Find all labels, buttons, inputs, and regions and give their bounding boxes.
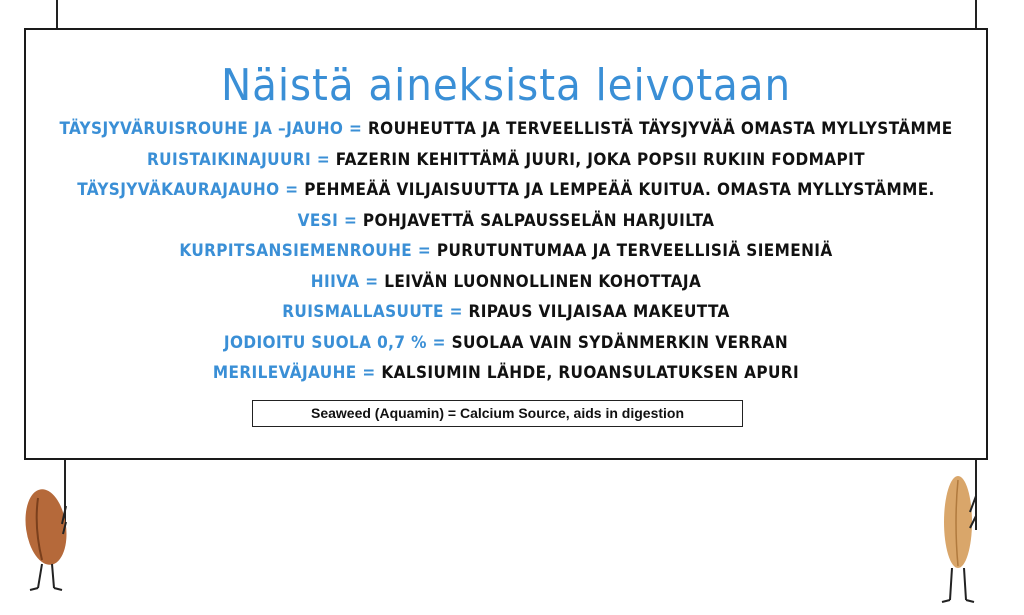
ingredient-row: [26, 267, 986, 298]
ingredient-name: RUISTAIKINAJUURI: [146, 149, 312, 170]
ingredient-description: ROUHEUTTA JA TERVEELLISTÄ TÄYSJYVÄÄ OMASTA MYLLYSTÄMME: [368, 119, 953, 139]
ingredient-board: [24, 28, 988, 460]
equals-sign: =: [365, 271, 379, 292]
pole-top-left: [56, 0, 58, 28]
ingredient-row: [26, 206, 986, 237]
ingredient-list: [26, 114, 986, 389]
ingredient-description: POHJAVETTÄ SALPAUSSELÄN HARJUILTA: [362, 210, 715, 231]
ingredient-description: PURUTUNTUMAA JA TERVEELLISIÄ SIEMENIÄ: [436, 241, 833, 261]
ingredient-name: MERILEVÄJAUHE: [212, 363, 357, 383]
board-title: Näistä aineksista leivotaan: [220, 60, 792, 111]
ingredient-name: JODIOITU SUOLA 0,7 %: [223, 332, 427, 353]
equals-sign: =: [417, 241, 432, 261]
ingredient-row: [26, 358, 986, 389]
ingredient-row: [26, 297, 986, 328]
equals-sign: =: [316, 149, 331, 170]
ingredient-description: FAZERIN KEHITTÄMÄ JUURI, JOKA POPSII RUKIIN FODMAPIT: [335, 149, 866, 170]
ingredient-description: KALSIUMIN LÄHDE, RUOANSULATUKSEN APURI: [381, 363, 800, 383]
ingredient-row: [26, 114, 986, 145]
ingredient-row: [26, 328, 986, 359]
ingredient-name: KURPITSANSIEMENROUHE: [179, 241, 413, 261]
grain-character-icon: [8, 484, 88, 596]
ingredient-description: RIPAUS VILJAISAA MAKEUTTA: [468, 302, 730, 322]
pole-top-right: [975, 0, 977, 28]
equals-sign: =: [449, 302, 463, 322]
grain-character-icon: [928, 472, 1008, 606]
equals-sign: =: [343, 210, 358, 231]
ingredient-description: LEIVÄN LUONNOLLINEN KOHOTTAJA: [384, 271, 702, 292]
ingredient-name: VESI: [297, 210, 339, 231]
ingredient-name: TÄYSJYVÄKAURAJAUHO: [77, 180, 280, 200]
equals-sign: =: [285, 180, 299, 200]
ingredient-row: [26, 145, 986, 176]
ingredient-name: RUISMALLASUUTE: [282, 302, 444, 322]
equals-sign: =: [362, 363, 376, 383]
ingredient-description: SUOLAA VAIN SYDÄNMERKIN VERRAN: [451, 332, 789, 353]
ingredient-name: HIIVA: [310, 271, 360, 292]
translation-box: Seaweed (Aquamin) = Calcium Source, aids in digestion: [252, 400, 743, 427]
ingredient-row: [26, 236, 986, 267]
ingredient-name: TÄYSJYVÄRUISROUHE JA –JAUHO: [59, 119, 344, 139]
equals-sign: =: [432, 332, 446, 353]
ingredient-row: [26, 175, 986, 206]
equals-sign: =: [349, 119, 363, 139]
ingredient-description: PEHMEÄÄ VILJAISUUTTA JA LEMPEÄÄ KUITUA. OMASTA MYLLYSTÄMME.: [304, 180, 935, 200]
